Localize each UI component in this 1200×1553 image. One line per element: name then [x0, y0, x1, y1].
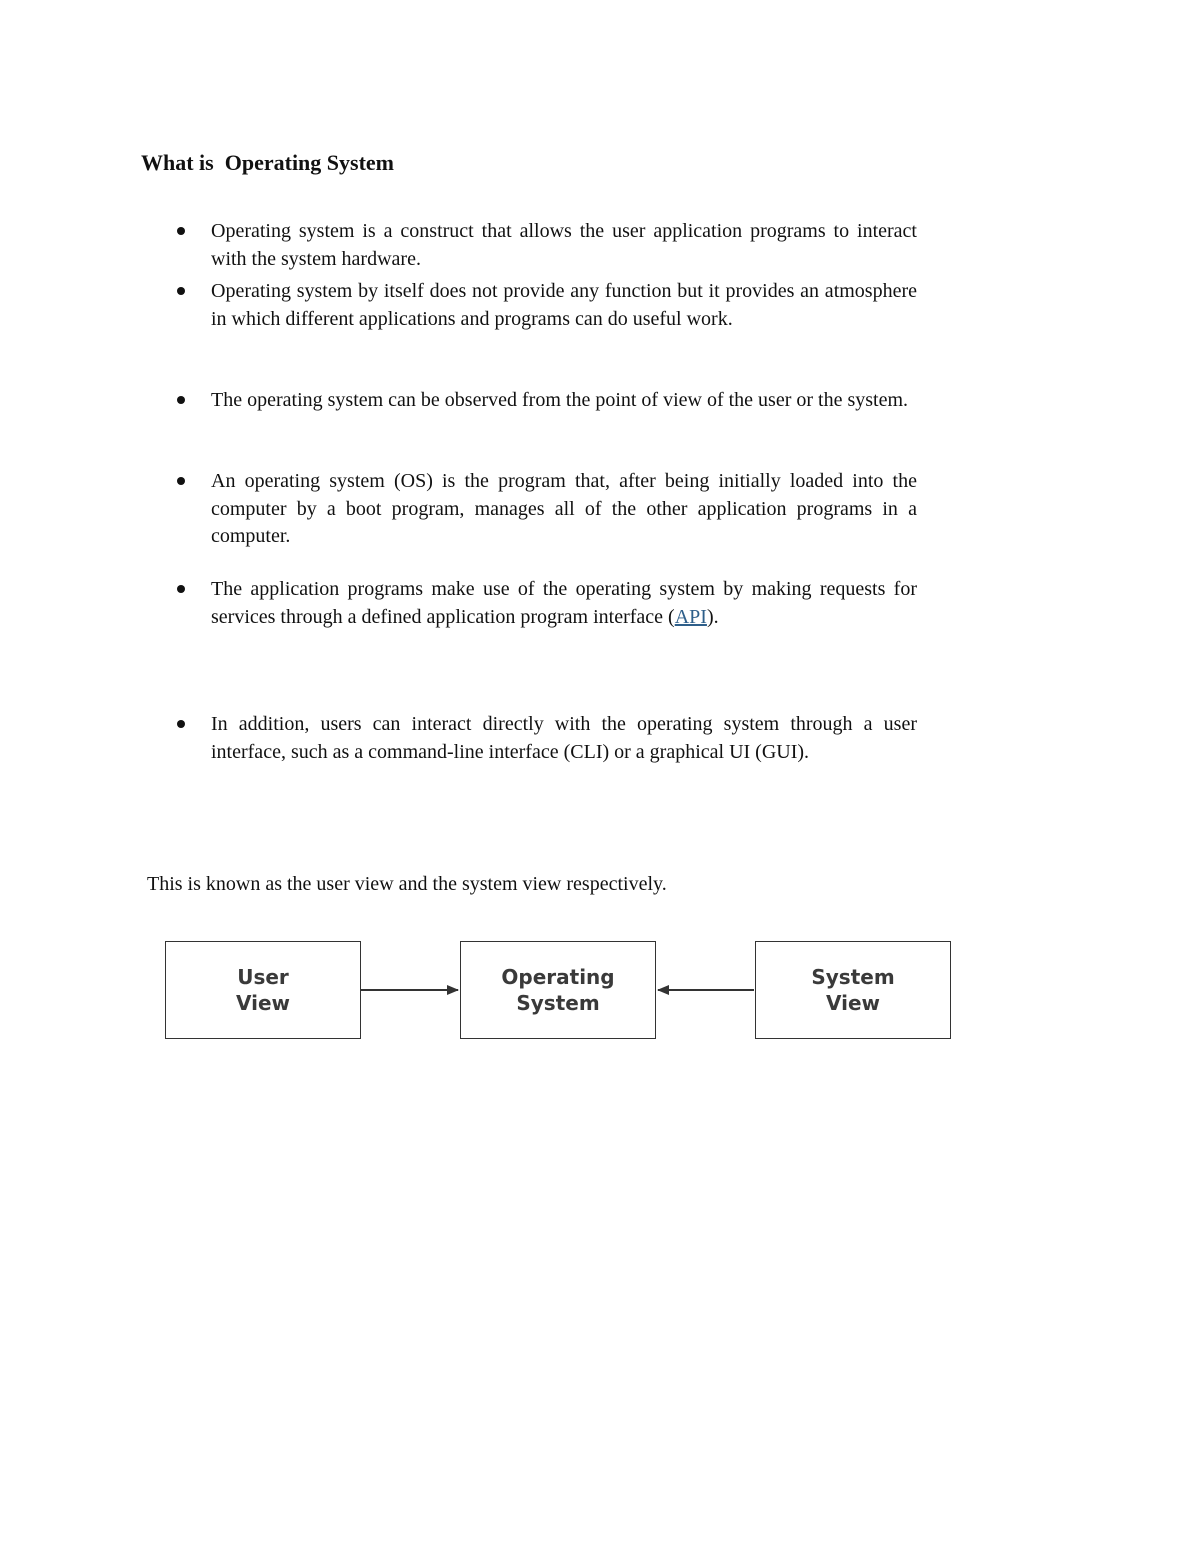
bullet-icon: [177, 227, 185, 235]
bullet-text: Operating system is a construct that allows the user application programs to interact with the system hardware.: [211, 220, 917, 270]
operating-system-box: [460, 941, 656, 1039]
user-view-label-line2: View: [235, 991, 291, 1015]
bullet-text: [211, 576, 917, 631]
system-view-box: [755, 941, 951, 1039]
bullet-text-after-link: ).: [706, 605, 719, 628]
bullet-text: In addition, users can interact directly with the operating system through a user interface, such as a command-line interface (CLI) or a graphical UI (GUI).: [211, 713, 917, 763]
user-view-label-line1: User: [237, 965, 289, 989]
bullet-icon: [177, 585, 185, 593]
bullet-text: An operating system (OS) is the program that, after being initially loaded into the computer by a boot program, manages all of the other application programs in a computer.: [211, 470, 917, 547]
system-view-label-line1: System: [811, 965, 895, 989]
api-link[interactable]: API: [674, 605, 707, 628]
bullet-icon: [177, 477, 185, 485]
system-view-label-line2: View: [825, 991, 881, 1015]
list-item: [172, 387, 917, 415]
page-title: What is Operating System: [141, 150, 394, 175]
bullet-icon: [177, 396, 185, 404]
list-item: [172, 218, 917, 273]
bullet-text-before-link: The application programs make use of the operating system by making requests for services through a defined application program interface (: [211, 578, 917, 628]
list-item: [172, 468, 917, 551]
list-item: [172, 711, 917, 766]
closing-paragraph: This is known as the user view and the system view respectively.: [147, 873, 667, 895]
bullet-text: Operating system by itself does not provide any function but it provides an atmosphere in which different applications and programs can do useful work.: [211, 280, 917, 330]
user-view-box: [165, 941, 361, 1039]
bullet-text: The operating system can be observed from the point of view of the user or the system.: [211, 389, 909, 411]
list-item: [172, 576, 917, 631]
list-item: [172, 278, 917, 333]
bullet-icon: [177, 720, 185, 728]
bullet-icon: [177, 287, 185, 295]
operating-system-label-line2: System: [516, 991, 600, 1015]
operating-system-label-line1: Operating: [501, 965, 615, 989]
